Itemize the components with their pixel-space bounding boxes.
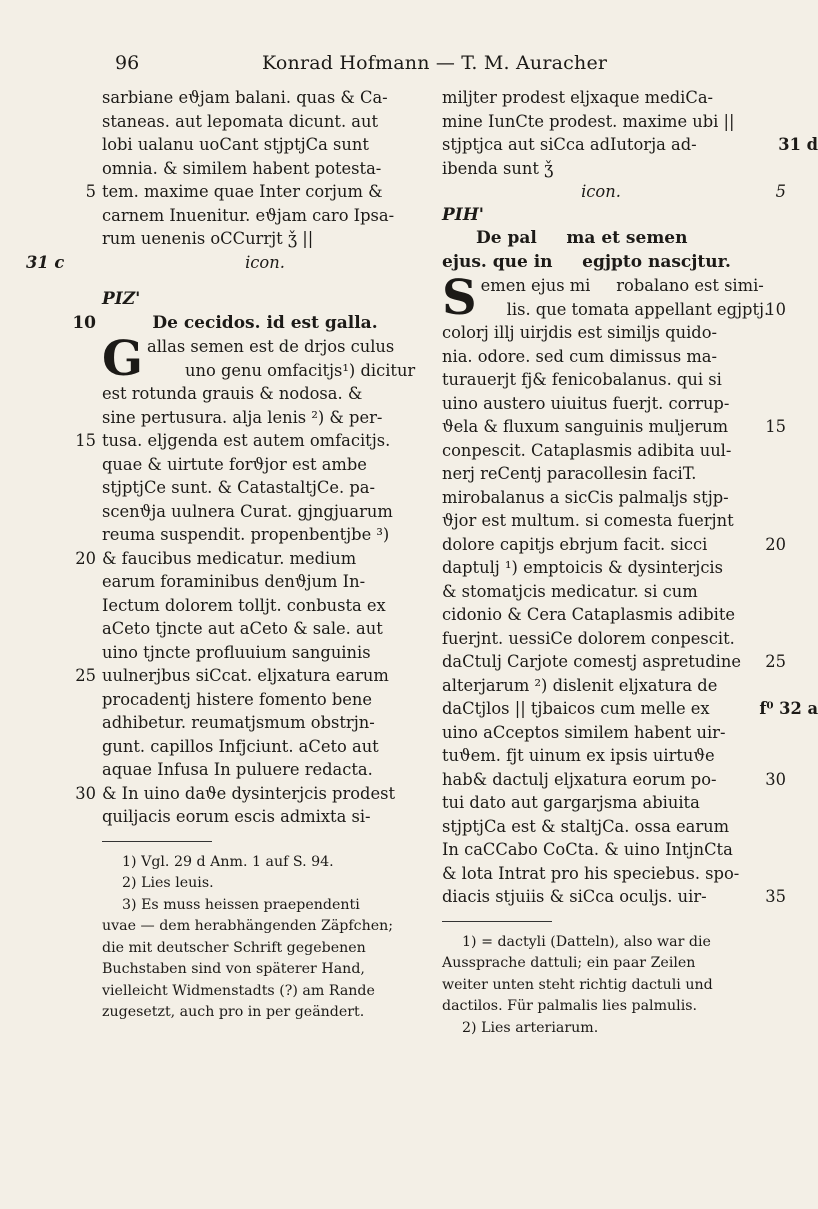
text-line: uino austero uiuitus fuerjt. corrup- (442, 393, 730, 413)
text-line: omnia. & similem habent potesta- (102, 158, 382, 178)
footnote: Buchstaben sind von späterer Hand, (102, 961, 365, 977)
text-line: adhibetur. reumatjsmum obstrjn- (102, 713, 375, 732)
text-line: rum uenenis oCCurrjt ǯ || (102, 229, 314, 248)
text-line: stjptjCe sunt. & CatastaltjCe. pa- (102, 478, 376, 497)
text-line: est rotunda grauis & nodosa. & (102, 384, 363, 403)
text-line: stjptjCa est & staltjCa. ossa earum (442, 816, 730, 836)
footnote: vielleicht Widmenstadts (?) am Rande (102, 982, 375, 999)
line-number: 25 (765, 652, 786, 671)
line-number: 35 (765, 887, 786, 906)
text-line: procadentj histere fomento bene (102, 689, 373, 709)
text-line: 15 tusa. eljgenda est autem omfacitjs. (102, 429, 428, 453)
text-line: staneas. aut lepomata dicunt. aut (102, 111, 379, 131)
footnote: weiter unten steht richtig dactuli und (442, 976, 713, 993)
running-head (0, 52, 800, 80)
text-line: tui dato aut gargarjsma abiuita (442, 793, 700, 812)
text-line: f⁰ 32 a daCtjlos || tjbaicos cum melle ex (442, 697, 760, 721)
footnote: 2) Lies leuis. (122, 875, 214, 891)
text-line: 20 & faucibus medicatur. medium (102, 547, 428, 571)
text-line: turauerjt fj& fenicobalanus. qui si (442, 370, 722, 389)
text-line: reuma suspendit. propenbentjbe ³) (102, 525, 390, 544)
text-line: cidonio & Cera Cataplasmis adibite (442, 605, 736, 624)
footnote: 1) = dactyli (Datteln), also war die (462, 933, 711, 950)
dropcap: S (442, 270, 477, 326)
text-line: aCeto tjncte aut aCeto & sale. aut (102, 619, 383, 638)
text-line: colorj illj uirjdis est similjs quido- (442, 323, 718, 342)
footnote: die mit deutscher Schrift gegebenen (102, 939, 366, 956)
section-heading: De pal ma et semen (476, 228, 688, 248)
text-line: Iectum dolorem tolljt. conbusta ex (102, 595, 386, 615)
footnote-rule (442, 921, 552, 922)
text-line: conpescit. Cataplasmis adibita uul- (442, 440, 732, 460)
text-line: sine pertusura. alja lenis ²) & per- (102, 407, 383, 427)
line-number: 10 (765, 299, 786, 319)
dropcap: G (102, 331, 143, 387)
text-line: gunt. capillos Infjciunt. aCeto aut (102, 736, 379, 756)
line-number: 15 (765, 417, 786, 436)
line-number: 5 (85, 182, 96, 201)
text-line: 25 uulnerjbus siCcat. eljxatura earum (102, 664, 428, 688)
footnote: Aussprache dattuli; ein paar Zeilen (442, 955, 696, 971)
text-line: fuerjnt. uessiCe dolorem conpescit. (442, 628, 735, 648)
footnote: zugesetzt, auch pro in per geändert. (102, 1004, 365, 1020)
text-line: & stomatjcis medicatur. si cum (442, 581, 698, 601)
running-title: Konrad Hofmann — T. M. Auracher (262, 52, 608, 74)
text-line: lobi ualanu uoCant stjptjCa sunt (102, 135, 369, 154)
text-line: & lota Intrat pro his speciebus. spo- (442, 863, 740, 883)
text-line: scenϑja uulnera Curat. gjngjuarum (102, 501, 393, 521)
footnote: dactilos. Für palmalis lies palmulis. (442, 998, 698, 1014)
text-line: aquae Infusa In puluere redacta. (102, 760, 373, 779)
line-number: 20 (75, 548, 96, 568)
section-heading: 10 De cecidos. id est galla. (102, 312, 428, 336)
icon-line: 31 c icon. (102, 251, 428, 275)
text-line: miljter prodest eljxaque mediCa- (442, 88, 714, 107)
section-label: PIZ' (102, 289, 141, 309)
text-line: 15 ϑela & fluxum sanguinis muljerum (442, 415, 760, 439)
margin-ref: 31 c (26, 252, 65, 272)
text-line: daptulj ¹) emptoicis & dysinterjcis (442, 558, 723, 577)
text-line: 25 daCtulj Carjote comestj aspretudine (442, 650, 760, 674)
text-line: tuϑem. fjt uinum ex ipsis uirtuϑe (442, 746, 715, 765)
text-line: 35 diacis stjuiis & siCca oculjs. uir- (442, 885, 760, 909)
text-line: mine IunCte prodest. maxime ubi || (442, 111, 735, 131)
text-line: carnem Inuenitur. eϑjam caro Ipsa- (102, 205, 395, 225)
line-number: 25 (75, 666, 96, 685)
text-line: 30 hab& dactulj eljxatura eorum po- (442, 768, 760, 792)
text-line: sarbiane eϑjam balani. quas & Ca- (102, 88, 388, 107)
line-number: 10 (72, 312, 96, 333)
section-label: PIH' (442, 204, 485, 225)
text-line: 20 dolore capitjs ebrjum facit. sicci (442, 533, 760, 557)
line-number: 15 (75, 431, 96, 450)
text-line: Gallas semen est de drjos culus (102, 331, 395, 387)
text-line: ibenda sunt ǯ (442, 158, 554, 178)
icon-line: 5 icon. (442, 180, 760, 204)
margin-ref: 31 d (778, 135, 818, 154)
footnote: 2) Lies arteriarum. (462, 1019, 599, 1036)
text-line: quae & uirtute forϑjor est ambe (102, 454, 367, 474)
text-line: ϑjor est multum. si comesta fuerjnt (442, 511, 734, 530)
footnote: 3) Es muss heissen praependenti (122, 896, 360, 913)
text-line: earum foraminibus denϑjum In- (102, 572, 366, 591)
line-number: 30 (75, 783, 96, 803)
line-number: 20 (765, 534, 786, 554)
text-line: nerj reCentj paracollesin faciT. (442, 464, 697, 483)
text-line: alterjarum ²) dislenit eljxatura de (442, 675, 718, 695)
text-line: 31 d stjptjca aut siCca adIutorja ad- (442, 133, 760, 157)
text-line: Semen ejus mi robalano est simi- (442, 270, 764, 326)
line-number: 5 (775, 182, 786, 201)
text-line: uino aCceptos similem habent uir- (442, 722, 726, 742)
text-line: uino tjncte profluuium sanguinis (102, 642, 371, 662)
text-line: 10 lis. que tomata appellant egjptj. (442, 298, 760, 322)
line-number: 30 (765, 769, 786, 789)
text-line: mirobalanus a sicCis palmaljs stjp- (442, 487, 729, 507)
margin-ref: f⁰ 32 a (759, 699, 818, 718)
right-column (442, 86, 818, 1039)
text-line: uno genu omfacitjs¹) dicitur (185, 360, 416, 380)
text-line: 5 tem. maxime quae Inter corjum & (102, 180, 428, 204)
text-line: quiljacis eorum escis admixta si- (102, 807, 371, 826)
text-line: nia. odore. sed cum dimissus ma- (442, 346, 718, 366)
footnote-rule (102, 841, 212, 842)
page-number: 96 (115, 52, 140, 74)
left-column (26, 86, 428, 1024)
text-line: 30 & In uino daϑe dysinterjcis prodest (102, 782, 428, 806)
section-heading: ejus. que in egjpto nascjtur. (442, 251, 731, 272)
text-line: In caCCabo CoCta. & uino IntjnCta (442, 840, 733, 859)
footnote: 1) Vgl. 29 d Anm. 1 auf S. 94. (122, 853, 334, 870)
footnote: uvae — dem herabhängenden Zäpfchen; (102, 918, 394, 934)
